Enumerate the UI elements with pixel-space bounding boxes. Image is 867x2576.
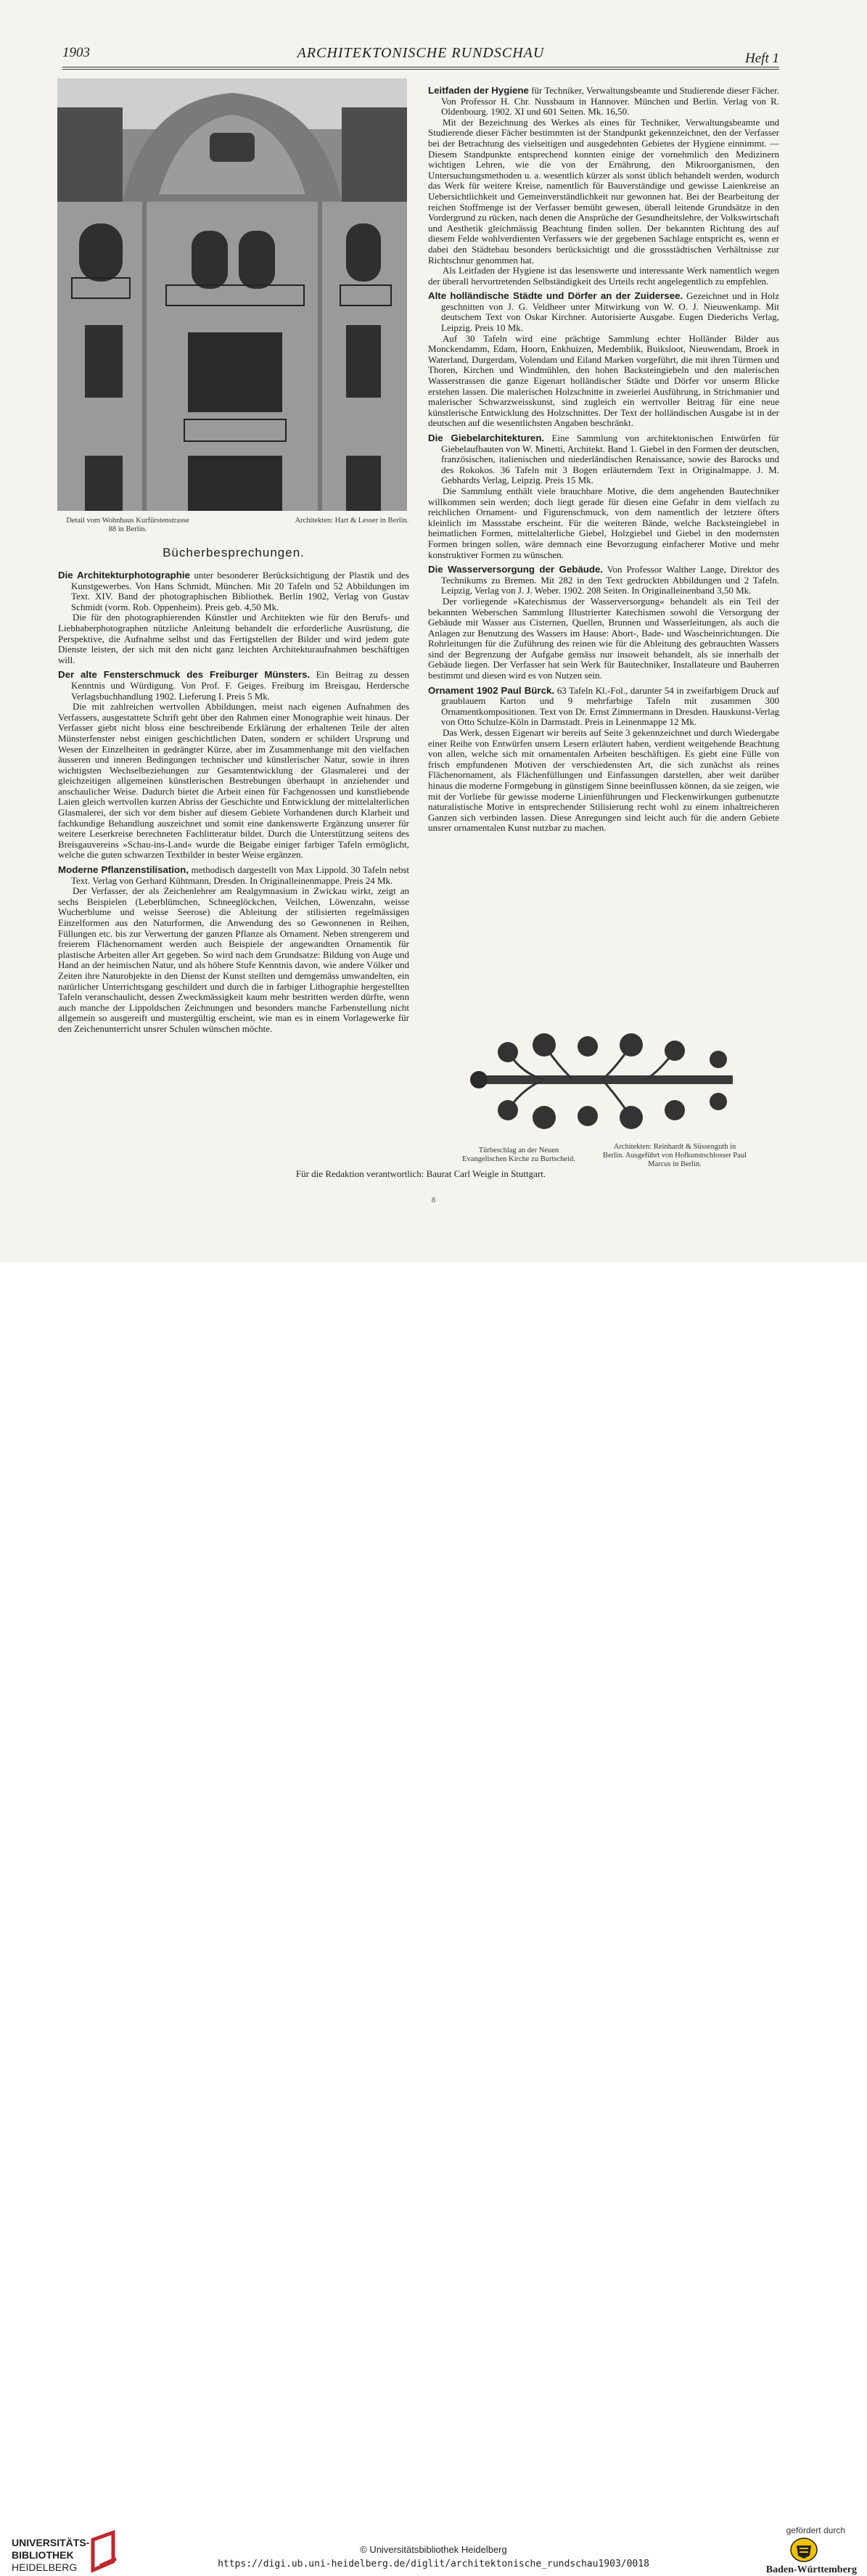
permalink-url[interactable]: https://digi.ub.uni-heidelberg.de/diglit/architektonische_rundschau1903/0018 [218, 2559, 649, 2569]
review-entry-heading [428, 686, 779, 728]
review-title: Alte holländische Städte und Dörfer an der Zuidersee. [428, 290, 683, 302]
review-entry-heading [428, 433, 779, 486]
header-issue: Heft 1 [745, 51, 779, 66]
copyright-notice: © Universitätsbibliothek Heidelberg [360, 2544, 507, 2555]
review-title: Die Architekturphotographie [58, 570, 190, 581]
hinge-caption-left: Türbeschlag an der Neuen Evangelischen Kirche zu Burtscheid. [462, 1147, 575, 1163]
review-bibliography: Ein Beitrag zu dessen Kenntnis und Würdigung. Von Prof. F. Geiges. Freiburg im Breisgau, Herdersche Verlagsbuchhandlung 1902. Lieferung I. Preis 5 Mk. [71, 669, 409, 702]
review-title: Die Giebelarchitekturen. [428, 432, 545, 443]
review-paragraph: Als Leitfaden der Hygiene ist das lesenswerte und interessante Werk namentlich wegen der überall hervortretenden Selbständigkeit des Urteils recht angelegentlich zu empfehlen. [428, 265, 779, 287]
header-rule-2 [62, 69, 779, 70]
review-paragraph: Der Verfasser, der als Zeichenlehrer am Realgymnasium in Zwickau wirkt, zeigt an sechs Beispielen (Leberblümchen, Schneeglöckchen, Veilchen, Löwenzahn, weisse Wucherblume und weisse Seerose) die Ableitung der stilisierten regelmässigen Einzelformen aus den Naturformen, die Anwendung des so Gewonnenen in Reihen, Füllungen etc. bis zur Verwertung der ganzen Pflanze als Ornament. Neben strengerem und freierem Flächenornament werden auch Beispiele der angewandten Ornamentik für plastische Arbeiten aller Art gegeben. So wird nach dem Grundsatze: Bildung von Auge und Hand an der heimischen Natur, und als höhere Stufe Kenntnis davon, wie andere Völker und Zeiten ihre Naturobjekte in den Dienst der Kunst stellten und demgemäss umwandelten, ein natürlicher Unterrichtsgang geschildert und durch die in farbiger Lithographie hergestellten Tafeln veranschaulicht, dessen Zweckmässigkeit kaum mehr bestritten werden dürfte, wenn auch manche der Lippoldschen Zeichnungen und besonders manche Farbenstellung nicht allgemein so ausgereift und mustergültig erscheint, wie man es in einem Vorlagewerke für den Zeichenunterricht unsrer Schulen wünschen möchte. [58, 885, 409, 1034]
header-year: 1903 [62, 45, 90, 60]
review-entry-heading [428, 565, 779, 596]
review-title: Moderne Pflanzenstilisation, [58, 864, 189, 876]
review-entry-heading [428, 291, 779, 333]
review-paragraph: Auf 30 Tafeln wird eine prächtige Sammlung echter Holländer Bilder aus Monckendamm, Edam, Hoorn, Enkhuizen, Medemblik, Buiksloot, Nieuwendam, Broek in Waterland, Durgerdam, Volendam und Eiland Marken vorgeführt, die mit ihren Türmen und Thoren, Kirchen und Windmühlen, den hohen Backsteingiebeln und den malerischen Wasserstrassen die ganze Eigenart holländischer Städte und Dörfer vor unserm Blicke erstehen lassen. Die malerischen Holzschnitte in zweierlei Ausführung, in Strichmanier und malerischer Schwarzweisskunst, sind zugleich ein wertvoller Beitrag für eine neue künstlerische Entwicklung des Holzschnittes. Der Text der holländischen Ausgabe ist in der deutschen auf die wesentlichsten Angaben beschränkt. [428, 332, 779, 429]
review-entry-heading [58, 670, 409, 702]
library-name: UNIVERSITÄTS- BIBLIOTHEK HEIDELBERG [12, 2537, 90, 2573]
library-footer-bar [0, 1263, 867, 2575]
review-paragraph: Mit der Bezeichnung des Werkes als eines für Techniker, Verwaltungsbeamte und Studierende dieser Fächer bestimmten ist der Standpunkt gekennzeichnet, den der Verfasser bei der Betrachtung des vielseitigen und ausgedehnten Gebietes der Hygiene einnimmt. — Diesem Standpunkte entsprechend konnten einige der vornehmlich den Medizinern wichtigen Lehren, wie die von der Ernährung, den Mikroorganismen, den Untersuchungsmethoden u. a. wesentlich kürzer als sonst üblich behandelt werden, wodurch das Werk für weitere Kreise, namentlich für Bauverständige und gewisse Laienkreise an Uebersichtlichkeit und Gemeinverständlichkeit nur gewonnen hat. Bei der Bearbeitung der reichen Stoffmenge ist der Verfasser bemüht gewesen, überall leitende Grundsätze in den Vordergrund zu rücken, nach denen die Ansprüche der Gesundheitslehre, der Volkswirtschaft und Aesthetik gleichmässig Beachtung finden sollen. Der bekannten Richtung des auf diesem Felde wohlverdienten Verfassers wie der gegebenen Sachlage entspricht es, wenn er dabei den Städtebau besonders berücksichtigt und die grossstädtischen Verhältnisse zur Richtschnur genommen hat. [428, 116, 779, 266]
review-bibliography: Von Professor Walther Lange, Direktor des Technikums zu Bremen. Mit 282 in den Text gedruckten Abbildungen und 2 Tafeln. Leipzig, Verlag von J. J. Weber. 1902. 208 Seiten. In Originalleinenband 3,50 Mk. [441, 564, 779, 596]
photo-caption-right: Architekten: Hart & Lesser in Berlin. [295, 517, 409, 525]
editorial-responsibility: Für die Redaktion verantwortlich: Baurat Carl Weigle in Stuttgart. [295, 1168, 546, 1179]
review-bibliography: für Techniker, Verwaltungsbeamte und Studierende dieser Fächer. Von Professor H. Chr. Nussbaum in Hannover. München und Berlin. Verlag von R. Oldenbourg. 1902. XI und 601 Seiten. Mk. 16,50. [441, 85, 779, 118]
review-paragraph: Die für den photographierenden Künstler und Architekten wie für den Berufs- und Liebhaberphotographen nützliche Anleitung behandelt die erforderliche Ausrüstung, die Perspektive, die Aufnahme selbst und das Fertigstellen der Bilder und wird jedem gute Dienste leisten, der sich mit den nicht ganz leichten Architekturaufnahmen beschäftigen will. [58, 612, 409, 665]
review-bibliography: Gezeichnet und in Holz geschnitten von J. G. Veldheer unter Mitwirkung von W. O. J. Nieuwenkamp. Mit deutschem Text von Oskar Kirchner. Autorisierte Ausgabe. Eugen Diederichs Verlag, Leipzig. Preis 10 Mk. [441, 290, 779, 334]
running-header [62, 44, 779, 68]
review-entry-heading [58, 570, 409, 612]
review-bibliography: unter besonderer Berücksichtigung der Plastik und des Kunstgewerbes. Von Hans Schmidt, München. Mit 20 Tafeln und 52 Abbildungen im Text. XIV. Band der photographischen Bibliothek. Berlin 1902, Verlag von Gustav Schmidt (vorm. Rob. Oppenheim). Preis geb. 4,50 Mk. [71, 570, 409, 612]
review-title: Ornament 1902 Paul Bürck. [428, 684, 555, 696]
review-entry-heading [58, 865, 409, 886]
review-bibliography: 63 Tafeln Kl.-Fol., darunter 54 in zweifarbigem Druck auf graublauem Karton und 9 mehrfarbige Tafeln mit zusammen 300 Ornamentkompositionen. Text von Dr. Ernst Zimmermann in Dresden. Hauskunst-Verlag von Otto Schulze-Köln in Darmstadt. Preis in Leinenmappe 12 Mk. [441, 684, 779, 728]
review-paragraph: Der vorliegende »Katechismus der Wasserversorgung« behandelt als ein Teil der bekannten Weberschen Sammlung Illustrierter Katechismen sowohl die Versorgung der Gebäude mit Wasser aus Cisternen, Quellen, Brunnen und Wasserleitungen, als auch die Anlagen zur Benutzung des Wassers im Hause: Abort-, Bade- und Wascheinrichtungen. Die Rohrleitungen für die Zuführung des reinen wie für die Ableitung des gebrauchten Wassers sind der Begrenzung der Aufgabe gemäss nur insoweit behandelt, als sie innerhalb der Gebäude liegen. Der Verfasser hat sein Werk für Bautechniker, Installateure und Bauherren bestimmt und diesen wird es von Nutzen sein. [428, 595, 779, 681]
review-paragraph: Die Sammlung enthält viele brauchbare Motive, die dem angehenden Bautechniker willkommen sein werden; doch liegt gerade für diesen eine Gefahr in dem vielfach zu reichlichen Ornament- und Figurenschmuck, von dem namentlich der letztere öfters kleinlich im Massstabe erscheint. Für die weiteren Bände, welche Backsteingiebel in heimatlichen Formen, mittelalterliche Giebel, Holzgiebel und Giebel in den modernsten Formen bringen sollen, wäre demnach eine Bevorzugung einfacherer Motive und mehr konstruktiver Formen zu wünschen. [428, 485, 779, 560]
review-paragraph: Die mit zahlreichen wertvollen Abbildungen, meist nach eigenen Aufnahmen des Verfassers, ausgestattete Schrift geht über den Rahmen einer Monographie weit hinaus. Der Verfasser giebt nicht bloss eine beschreibende Erklärung der erhaltenen Teile der alten Münsterfenster nebst einigen geschichtlichen Daten, sondern er schildert Ursprung und Wesen der Einzelheiten in gedrängter Kürze, aber im Zusammenhange mit den vielfachen äusseren und inneren Bedingungen technischer und künstlerischer Natur, sowie in ihren wichtigsten Wechselbeziehungen zur Gesamtentwicklung der Glasmalerei und der gleichzeitigen allgemeinen künstlerischen Bestrebungen überhaupt in anziehender und anschaulicher Weise. Dadurch bietet die Arbeit einen für Fachgenossen und kunstliebende Laien gleich wertvollen kurzen Abriss der Geschichte und Entwicklung der mittelalterlichen Glasmalerei, der sich vor dem bisher auf diesem Gebiete Vorhandenen durch Klarheit und fachkundige Behandlung auszeichnet und somit eine dankenswerte Ergänzung unserer für weitere Leserkreise berechneten Fachlitteratur bildet. Durch die Unterstützung seitens des Breisgauvereins »Schau-ins-Land« wurde die Beigabe einiger farbiger Tafeln ermöglicht, welche die guten schwarzen Textbilder in bester Weise ergänzen. [58, 701, 409, 861]
review-title: Die Wasserversorgung der Gebäude. [428, 564, 604, 575]
page-number: 8 [431, 1196, 436, 1205]
left-column [58, 566, 409, 1161]
review-paragraph: Das Werk, dessen Eigenart wir bereits auf Seite 3 gekennzeichnet und durch Wiedergabe einer Reihe von Entwürfen unsern Lesern erläutert haben, verdient weitgehende Beachtung von allen, welche sich mit ornamentalen Arbeiten beschäftigen. Es giebt eine Fülle von frisch empfundenen Motiven der verschiedensten Art, die sich zunächst als reines Flächenornament, als Flächenfüllungen und Einfassungen darstellen, aber weit darüber hinaus die moderne Formgebung in günstigem Sinne beeinflussen können, da sie zeigen, wie mit der Vorliebe für gewisse moderne Linienführungen und Fleckenwirkungen gutbenutzte naturalistische Motive in entsprechender Stilisierung recht wohl zu einem inhaltreicheren Ganzen sich verbinden lassen. Diese Anregungen sind leicht auch für die andern Gebiete unsrer ornamentalen Kunst nutzbar zu machen. [428, 727, 779, 834]
building-facade-photo [57, 78, 407, 511]
review-entry-heading [428, 86, 779, 118]
scanned-page [0, 0, 867, 1263]
header-title: ARCHITEKTONISCHE RUNDSCHAU [297, 45, 545, 61]
review-title: Der alte Fensterschmuck des Freiburger Münsters. [58, 669, 311, 681]
door-hinge-illustration [450, 1030, 755, 1139]
section-title: Bücherbesprechungen. [163, 546, 305, 559]
hinge-caption-right: Architekten: Reinhardt & Süssenguth in Berlin. Ausgeführt von Hofkunstschlosser Paul Marcus in Berlin. [602, 1143, 747, 1168]
review-title: Leitfaden der Hygiene [428, 85, 529, 96]
right-column [428, 81, 779, 1025]
state-crest-icon [789, 2537, 818, 2563]
photo-caption-left: Detail vom Wohnhaus Kurfürstenstrasse 88 in Berlin. [66, 517, 189, 533]
review-bibliography: Eine Sammlung von architektonischen Entwürfen für Giebelaufbauten von W. Minetti, Architekt. Band 1. Giebel in den Formen der deutschen, französischen, italienischen und niederländischen Renaissance, sowie des Barocks und des Rokokos. 36 Tafeln mit 3 Bogen erläuterndem Text in Originalmappe. J. M. Gebhardts Verlag, Leipzig. Preis 15 Mk. [441, 432, 779, 486]
sponsor-name: Baden-Württemberg [765, 2564, 857, 2575]
review-bibliography: methodisch dargestellt von Max Lippold. 30 Tafeln nebst Text. Verlag von Gerhard Kühtmann, Dresden. In Originalleinenmappe. Preis 24 Mk. [71, 864, 409, 886]
sponsor-label: gefördert durch [786, 2525, 845, 2535]
